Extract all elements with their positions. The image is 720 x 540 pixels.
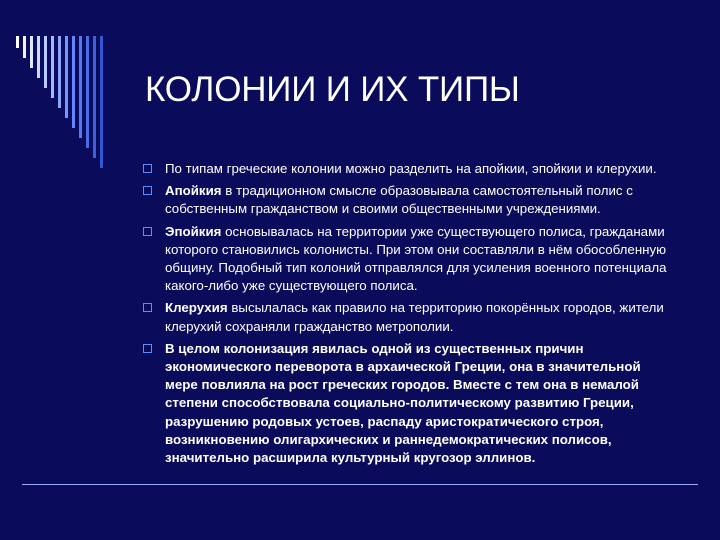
bullet-item xyxy=(143,160,673,178)
bullet-text: основывалась на территории уже существующего полиса, гражданами которого становились колонисты. При этом они составляли в нём обособленную общину. Подобный тип колоний отправлялся для усиления военного потенциала какого-либо уже существующего полиса. xyxy=(165,223,667,294)
square-bullet-icon xyxy=(143,164,152,173)
square-bullet-icon xyxy=(143,344,152,353)
bullet-text: высылалась как правило на территорию покорённых городов, жители клерухий сохраняли гражданство метрополии. xyxy=(165,300,664,334)
bullet-item xyxy=(143,299,673,335)
bullet-item xyxy=(143,223,673,296)
square-bullet-icon xyxy=(143,303,152,312)
bullet-text: В целом колонизация явилась одной из существенных причин экономического переворота в архаической Греции, она в значительной мере повлияла на рост греческих городов. Вместе с тем она в немалой степени способствовала социально-политическому развитию Греции, разрушению родовых устоев, распаду аристократического строя, возникновению олигархических и раннедемократических полисов, значительно расширила культурный кругозор эллинов. xyxy=(165,340,641,466)
bullet-term: Клерухия xyxy=(165,300,228,316)
bullet-list xyxy=(143,160,673,471)
bullet-term: Апойкия xyxy=(165,183,222,199)
decorative-stripes xyxy=(14,36,154,176)
square-bullet-icon xyxy=(143,186,152,195)
bullet-term: Эпойкия xyxy=(165,223,222,239)
bottom-divider xyxy=(22,484,698,485)
bullet-text: По типам греческие колонии можно разделить на апойкии, эпойкии и клерухии. xyxy=(165,161,657,176)
bullet-text: в традиционном смысле образовывала самостоятельный полис с собственным гражданством и своими общественными учреждениями. xyxy=(165,183,633,217)
bullet-item xyxy=(143,182,673,218)
slide-title: КОЛОНИИ И ИХ ТИПЫ xyxy=(145,70,520,109)
square-bullet-icon xyxy=(143,227,152,236)
bullet-item-conclusion xyxy=(143,340,673,467)
